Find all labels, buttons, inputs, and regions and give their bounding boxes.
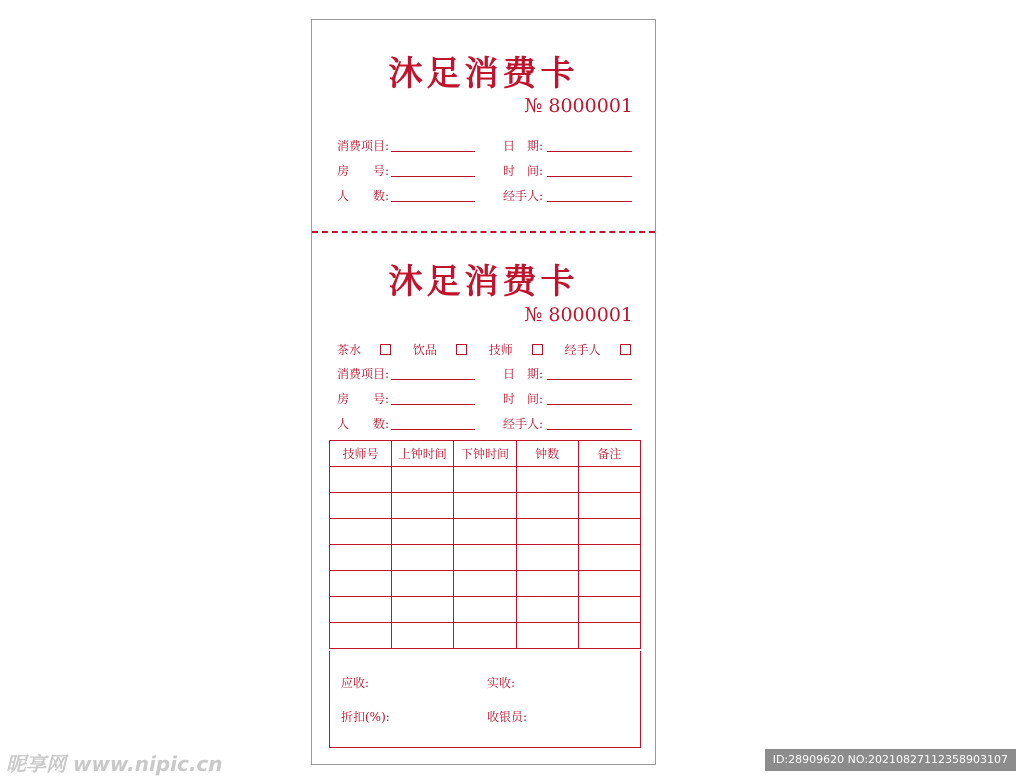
table-cell[interactable] (330, 519, 392, 545)
cashier-label: 收银员: (487, 710, 528, 724)
stub-field-date-line[interactable] (547, 151, 632, 152)
table-cell[interactable] (392, 571, 454, 597)
table-cell[interactable] (454, 597, 516, 623)
checkbox-square-icon[interactable] (380, 344, 391, 355)
table-cell[interactable] (516, 597, 578, 623)
header-duration: 钟数 (516, 441, 578, 467)
table-row (330, 493, 641, 519)
table-row (330, 597, 641, 623)
stub-field-handler-line[interactable] (547, 201, 632, 202)
stub-field-people-line[interactable] (391, 201, 475, 202)
main-field-item-label: 消费项目: (337, 367, 390, 381)
stub-field-time-label: 时 间: (503, 164, 544, 178)
main-field-handler-line[interactable] (547, 429, 632, 430)
table-row (330, 571, 641, 597)
stub-title: 沐足消费卡 (388, 54, 579, 94)
main-title: 沐足消费卡 (388, 262, 579, 302)
table-cell[interactable] (392, 519, 454, 545)
service-checkboxes (337, 341, 649, 358)
main-field-handler-label: 经手人: (503, 417, 544, 431)
header-technician-no: 技师号 (330, 441, 392, 467)
stub-serial-number: № 8000001 (524, 95, 633, 117)
main-field-date-line[interactable] (547, 379, 632, 380)
table-header-row (330, 441, 641, 467)
table-cell[interactable] (392, 467, 454, 493)
stub-field-room-line[interactable] (391, 176, 475, 177)
main-field-room-line[interactable] (391, 404, 475, 405)
stub-field-room-label: 房 号: (337, 164, 390, 178)
service-log-table (329, 440, 641, 649)
table-row (330, 623, 641, 649)
stub-field-date-label: 日 期: (503, 139, 544, 153)
table-cell[interactable] (454, 467, 516, 493)
main-field-item-line[interactable] (391, 379, 475, 380)
consumption-card (311, 19, 656, 765)
table-cell[interactable] (578, 571, 640, 597)
table-cell[interactable] (578, 519, 640, 545)
table-cell[interactable] (330, 545, 392, 571)
table-cell[interactable] (516, 467, 578, 493)
site-watermark: 昵享网 www.nipic.cn (6, 752, 223, 776)
table-cell[interactable] (330, 623, 392, 649)
stub-field-item-line[interactable] (391, 151, 475, 152)
receivable-label: 应收: (341, 676, 370, 690)
checkbox-tea[interactable]: 茶水 (337, 343, 391, 357)
table-cell[interactable] (330, 467, 392, 493)
table-row (330, 467, 641, 493)
table-cell[interactable] (454, 545, 516, 571)
image-id-watermark: ID:28909620 NO:20210827112358903107 (765, 749, 1016, 771)
payment-summary (329, 651, 641, 748)
table-cell[interactable] (392, 623, 454, 649)
table-body (330, 467, 641, 649)
header-end-time: 下钟时间 (454, 441, 516, 467)
stub-field-handler-label: 经手人: (503, 189, 544, 203)
table-cell[interactable] (516, 571, 578, 597)
checkbox-square-icon[interactable] (456, 344, 467, 355)
table-cell[interactable] (454, 519, 516, 545)
checkbox-handler[interactable]: 经手人 (565, 343, 631, 357)
table-cell[interactable] (330, 493, 392, 519)
main-field-people-label: 人 数: (337, 417, 390, 431)
table-cell[interactable] (392, 597, 454, 623)
checkbox-square-icon[interactable] (532, 344, 543, 355)
header-start-time: 上钟时间 (392, 441, 454, 467)
table-cell[interactable] (578, 467, 640, 493)
checkbox-square-icon[interactable] (620, 344, 631, 355)
table-cell[interactable] (392, 493, 454, 519)
header-remarks: 备注 (578, 441, 640, 467)
table-row (330, 545, 641, 571)
table-cell[interactable] (578, 597, 640, 623)
stub-field-people-label: 人 数: (337, 189, 390, 203)
table-cell[interactable] (454, 571, 516, 597)
table-cell[interactable] (516, 493, 578, 519)
main-serial-number: № 8000001 (524, 304, 633, 326)
checkbox-drinks[interactable]: 饮品 (413, 343, 467, 357)
stub-field-item-label: 消费项目: (337, 139, 390, 153)
tear-line (312, 231, 655, 233)
main-field-time-label: 时 间: (503, 392, 544, 406)
table-cell[interactable] (454, 623, 516, 649)
main-field-room-label: 房 号: (337, 392, 390, 406)
table-row (330, 519, 641, 545)
main-field-people-line[interactable] (391, 429, 475, 430)
table-cell[interactable] (578, 623, 640, 649)
checkbox-technician[interactable]: 技师 (489, 343, 543, 357)
main-field-time-line[interactable] (547, 404, 632, 405)
table-cell[interactable] (454, 493, 516, 519)
stub-field-time-line[interactable] (547, 176, 632, 177)
table-cell[interactable] (516, 623, 578, 649)
table-cell[interactable] (516, 519, 578, 545)
main-field-date-label: 日 期: (503, 367, 544, 381)
table-cell[interactable] (578, 545, 640, 571)
table-cell[interactable] (392, 545, 454, 571)
table-cell[interactable] (578, 493, 640, 519)
discount-label: 折扣(%): (341, 710, 390, 724)
table-cell[interactable] (330, 597, 392, 623)
table-cell[interactable] (516, 545, 578, 571)
table-cell[interactable] (330, 571, 392, 597)
received-label: 实收: (487, 676, 516, 690)
